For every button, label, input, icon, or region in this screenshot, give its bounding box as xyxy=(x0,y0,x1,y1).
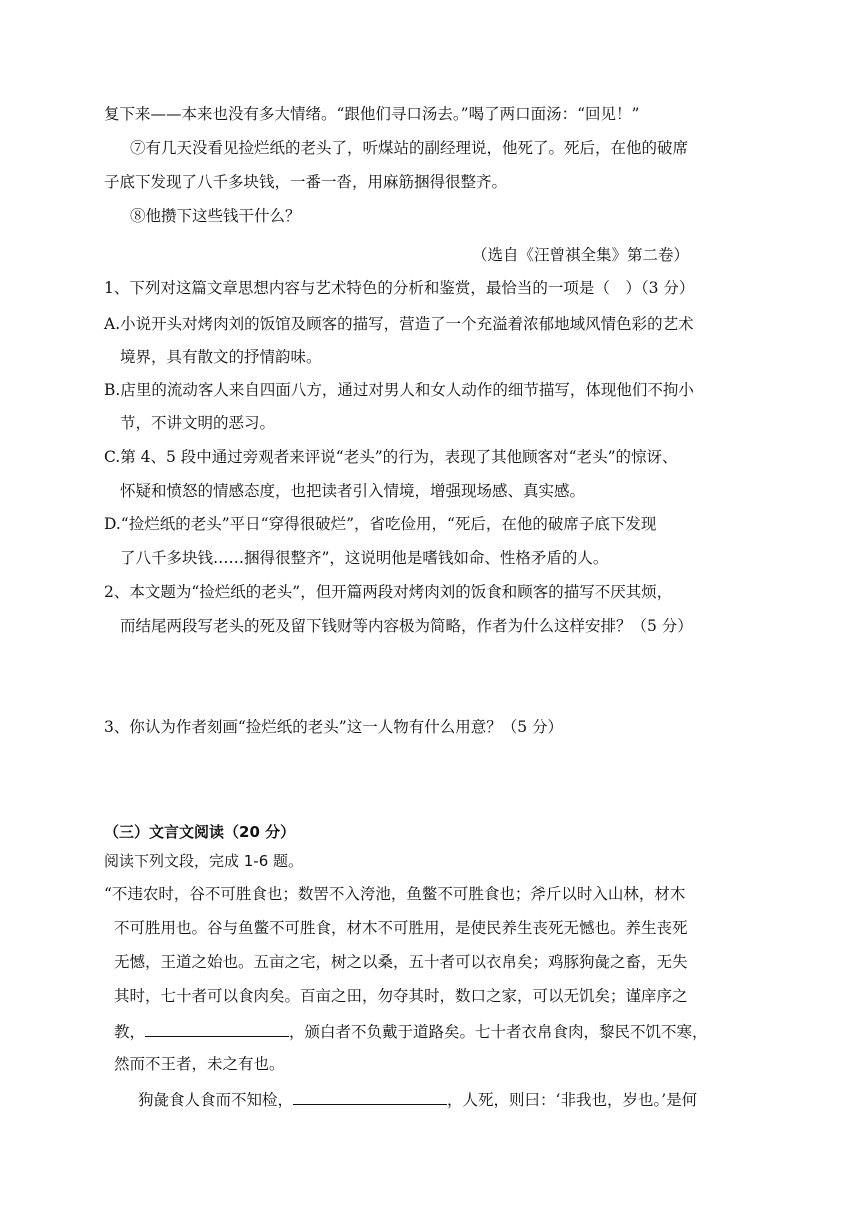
classical-text-line xyxy=(114,1020,708,1042)
passage-line: 复下来——本来也没有多大情绪。“跟他们寻口汤去。”喝了两口面汤：“回见！” xyxy=(104,105,640,123)
option-c-line: 怀疑和愤怒的情感态度，也把读者引入情境，增强现场感、真实感。 xyxy=(120,482,586,500)
classical-text-line: 其时，七十者可以食肉矣。百亩之田，勿夺其时，数口之家，可以无饥矣；谨庠序之 xyxy=(114,987,688,1005)
text-segment: 狗彘食人食而不知检， xyxy=(138,1091,294,1109)
classical-text-line: 然而不王者，未之有也。 xyxy=(114,1055,285,1073)
question-2-line: 2、本文题为“捡烂纸的老头”，但开篇两段对烤肉刘的饭食和顾客的描写不厌其烦， xyxy=(104,583,673,601)
classical-text-line: 不可胜用也。谷与鱼鳖不可胜食，材木不可胜用，是使民养生丧死无憾也。养生丧死 xyxy=(114,919,688,937)
option-a-line: 境界，具有散文的抒情韵味。 xyxy=(120,348,322,366)
fill-in-blank[interactable] xyxy=(145,1020,289,1037)
paragraph-8: ⑧他攒下这些钱干什么？ xyxy=(130,207,301,225)
classical-text-line xyxy=(138,1088,697,1110)
option-b-line: B.店里的流动客人来自四面八方，通过对男人和女人动作的细节描写，体现他们不拘小 xyxy=(104,381,694,399)
source-citation: （选自《汪曾祺全集》第二卷） xyxy=(472,246,690,264)
text-segment: ，人死，则曰：‘非我也，岁也。’是何 xyxy=(447,1091,698,1109)
classical-text-line: 无憾，王道之始也。五亩之宅，树之以桑，五十者可以衣帛矣；鸡豚狗彘之畜，无失 xyxy=(114,953,688,971)
paragraph-7-line: 子底下发现了八千多块钱，一番一沓，用麻筋捆得很整齐。 xyxy=(104,173,508,191)
option-d-line: D.“捡烂纸的老头”平日“穿得很破烂”，省吃俭用，“死后，在他的破席子底下发现 xyxy=(104,515,657,533)
text-segment: 教， xyxy=(114,1023,146,1041)
fill-in-blank[interactable] xyxy=(293,1088,447,1105)
option-c-line: C.第 4、5 段中通过旁观者来评说“老头”的行为，表现了其他顾客对“老头”的惊讶、 xyxy=(104,448,678,466)
paragraph-7-line: ⑦有几天没看见捡烂纸的老头了，听煤站的副经理说，他死了。死后，在他的破席 xyxy=(130,139,689,157)
option-b-line: 节，不讲文明的恶习。 xyxy=(120,414,276,432)
option-d-line: 了八千多块钱……捆得很整齐”，这说明他是嗜钱如命、性格矛盾的人。 xyxy=(120,549,609,567)
section-instruction: 阅读下列文段，完成 1-6 题。 xyxy=(104,852,304,870)
classical-text-line: “不违农时，谷不可胜食也；数罟不入洿池，鱼鳖不可胜食也；斧斤以时入山林，材木 xyxy=(104,885,686,903)
question-1-stem: 1、下列对这篇文章思想内容与艺术特色的分析和鉴赏，最恰当的一项是（ ）（3 分） xyxy=(104,279,695,297)
option-a-line: A.小说开头对烤肉刘的饭馆及顾客的描写，营造了一个充溢着浓郁地域风情色彩的艺术 xyxy=(104,315,694,333)
question-3: 3、你认为作者刻画“捡烂纸的老头”这一人物有什么用意？（5 分） xyxy=(104,718,564,736)
text-segment: ，颁白者不负戴于道路矣。七十者衣帛食肉，黎民不饥不寒， xyxy=(289,1023,708,1041)
section-heading: （三）文言文阅读（20 分） xyxy=(104,823,296,841)
question-2-line: 而结尾两段写老头的死及留下钱财等内容极为简略，作者为什么这样安排？（5 分） xyxy=(120,617,693,635)
